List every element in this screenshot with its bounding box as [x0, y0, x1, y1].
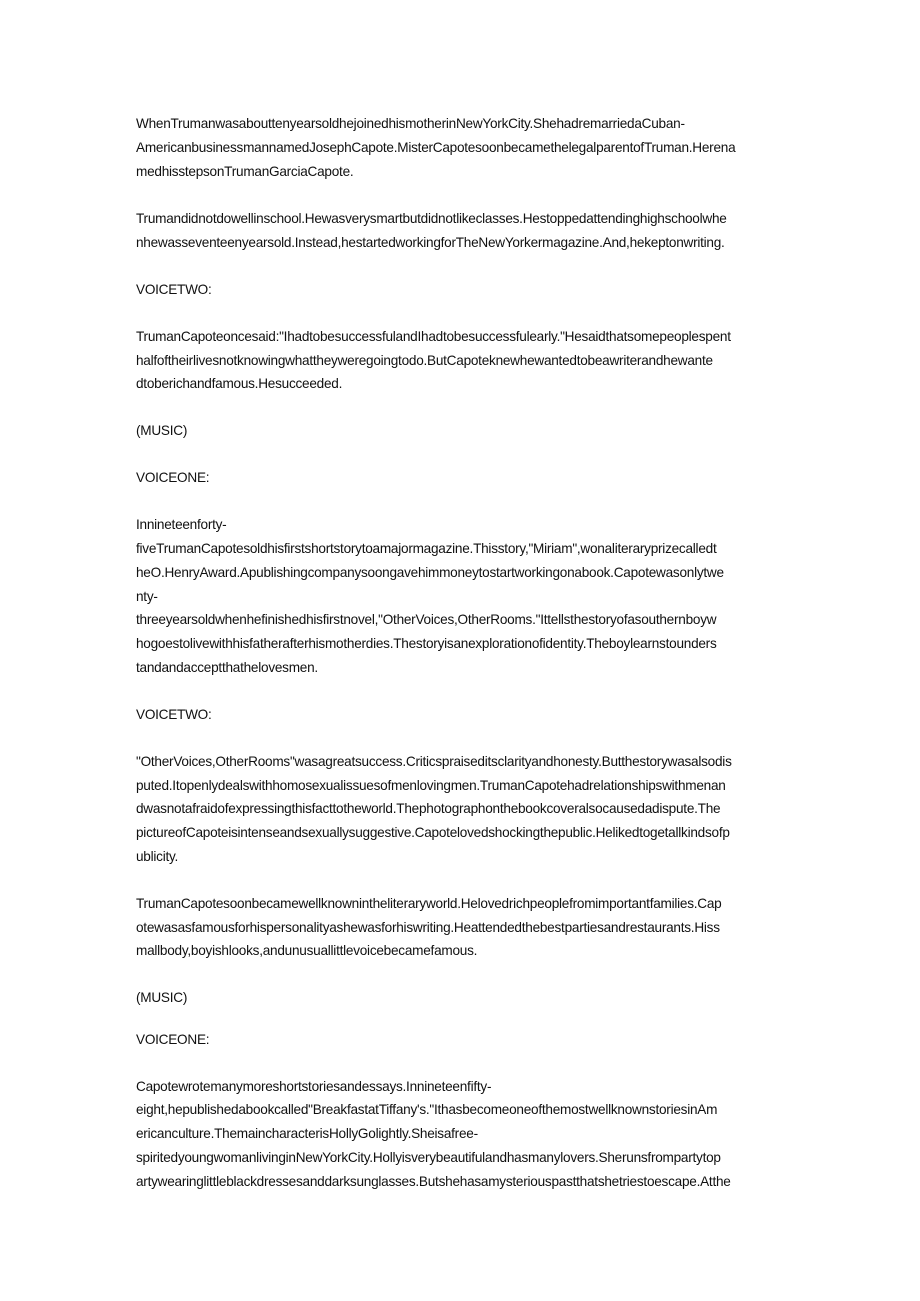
text-line: TrumanCapotesoonbecamewellknownintheliteraryworld.Helovedrichpeoplefromimportantfamilies.Cap — [136, 896, 722, 911]
text-line: fiveTrumanCapotesoldhisfirstshortstorytoamajormagazine.Thisstory,"Miriam",wonaliteraryprizecalledt — [136, 541, 717, 556]
text-line: hogoestolivewithhisfatherafterhismotherdies.Thestoryisanexplorationofidentity.Theboylearnstounders — [136, 636, 717, 651]
text-line: ericanculture.ThemaincharacterisHollyGolightly.Sheisafree- — [136, 1126, 478, 1141]
text-line: nty- — [136, 589, 158, 604]
text-line: Capotewrotemanymoreshortstoriesandessays.Innineteenfifty- — [136, 1079, 492, 1094]
speaker-label: VOICETWO: — [136, 282, 212, 297]
text-line: ublicity. — [136, 849, 179, 864]
text-line: medhisstepsonTrumanGarciaCapote. — [136, 164, 354, 179]
text-line: Trumandidnotdowellinschool.Hewasverysmartbutdidnotlikeclasses.Hestoppedattendinghighschoolwhe — [136, 211, 727, 226]
speaker-label: VOICETWO: — [136, 707, 212, 722]
text-line: puted.Itopenlydealswithhomosexualissuesofmenlovingmen.TrumanCapotehadrelationshipswithmenan — [136, 778, 726, 793]
text-line: WhenTrumanwasabouttenyearsoldhejoinedhismotherinNewYorkCity.ShehadremarriedaCuban- — [136, 116, 685, 131]
text-line: AmericanbusinessmannamedJosephCapote.MisterCapotesoonbecamethelegalparentofTruman.Herena — [136, 140, 736, 155]
text-line: otewasasfamousforhispersonalityashewasforhiswriting.Heattendedthebestpartiesandrestaurants.Hiss — [136, 920, 720, 935]
text-line: "OtherVoices,OtherRooms"wasagreatsuccess.Criticspraiseditsclarityandhonesty.Butthestorywasalsodis — [136, 754, 732, 769]
text-line: halfoftheirlivesnotknowingwhattheyweregoingtodo.ButCapoteknewhewantedtobeawriterandhewante — [136, 353, 713, 368]
music-cue: (MUSIC) — [136, 990, 188, 1005]
text-line: mallbody,boyishlooks,andunusuallittlevoicebecamefamous. — [136, 943, 478, 958]
text-line: dwasnotafraidofexpressingthisfacttotheworld.Thephotographonthebookcoveralsocausedadispute.The — [136, 801, 721, 816]
text-line: pictureofCapoteisintenseandsexuallysuggestive.Capotelovedshockingthepublic.Helikedtogetallkindsofp — [136, 825, 730, 840]
text-line: spiritedyoungwomanlivinginNewYorkCity.Hollyisverybeautifulandhasmanylovers.Sherunsfrompartytop — [136, 1150, 721, 1165]
text-line: nhewasseventeenyearsold.Instead,hestartedworkingforTheNewYorkermagazine.And,hekeptonwriting. — [136, 235, 725, 250]
text-line: Innineteenforty- — [136, 517, 227, 532]
text-line: dtoberichandfamous.Hesucceeded. — [136, 376, 343, 391]
text-line: eight,hepublishedabookcalled"BreakfastatTiffany's."IthasbecomeoneofthemostwellknownstoriesinAm — [136, 1102, 718, 1117]
speaker-label: VOICEONE: — [136, 470, 210, 485]
speaker-label: VOICEONE: — [136, 1032, 210, 1047]
text-line: heO.HenryAward.Apublishingcompanysoongavehimmoneytostartworkingonabook.Capotewasonlytwe — [136, 565, 724, 580]
text-line: threeyearsoldwhenhefinishedhisfirstnovel,"OtherVoices,OtherRooms."Ittellsthestoryofasouthernboyw — [136, 612, 717, 627]
text-line: tandandacceptthathelovesmen. — [136, 660, 318, 675]
text-line: artywearinglittleblackdressesanddarksunglasses.Butshehasamysteriouspastthatshetriestoescape.Atthe — [136, 1174, 731, 1189]
music-cue: (MUSIC) — [136, 423, 188, 438]
text-line: TrumanCapoteoncesaid:"IhadtobesuccessfulandIhadtobesuccessfulearly."Hesaidthatsomepeoplespent — [136, 329, 731, 344]
